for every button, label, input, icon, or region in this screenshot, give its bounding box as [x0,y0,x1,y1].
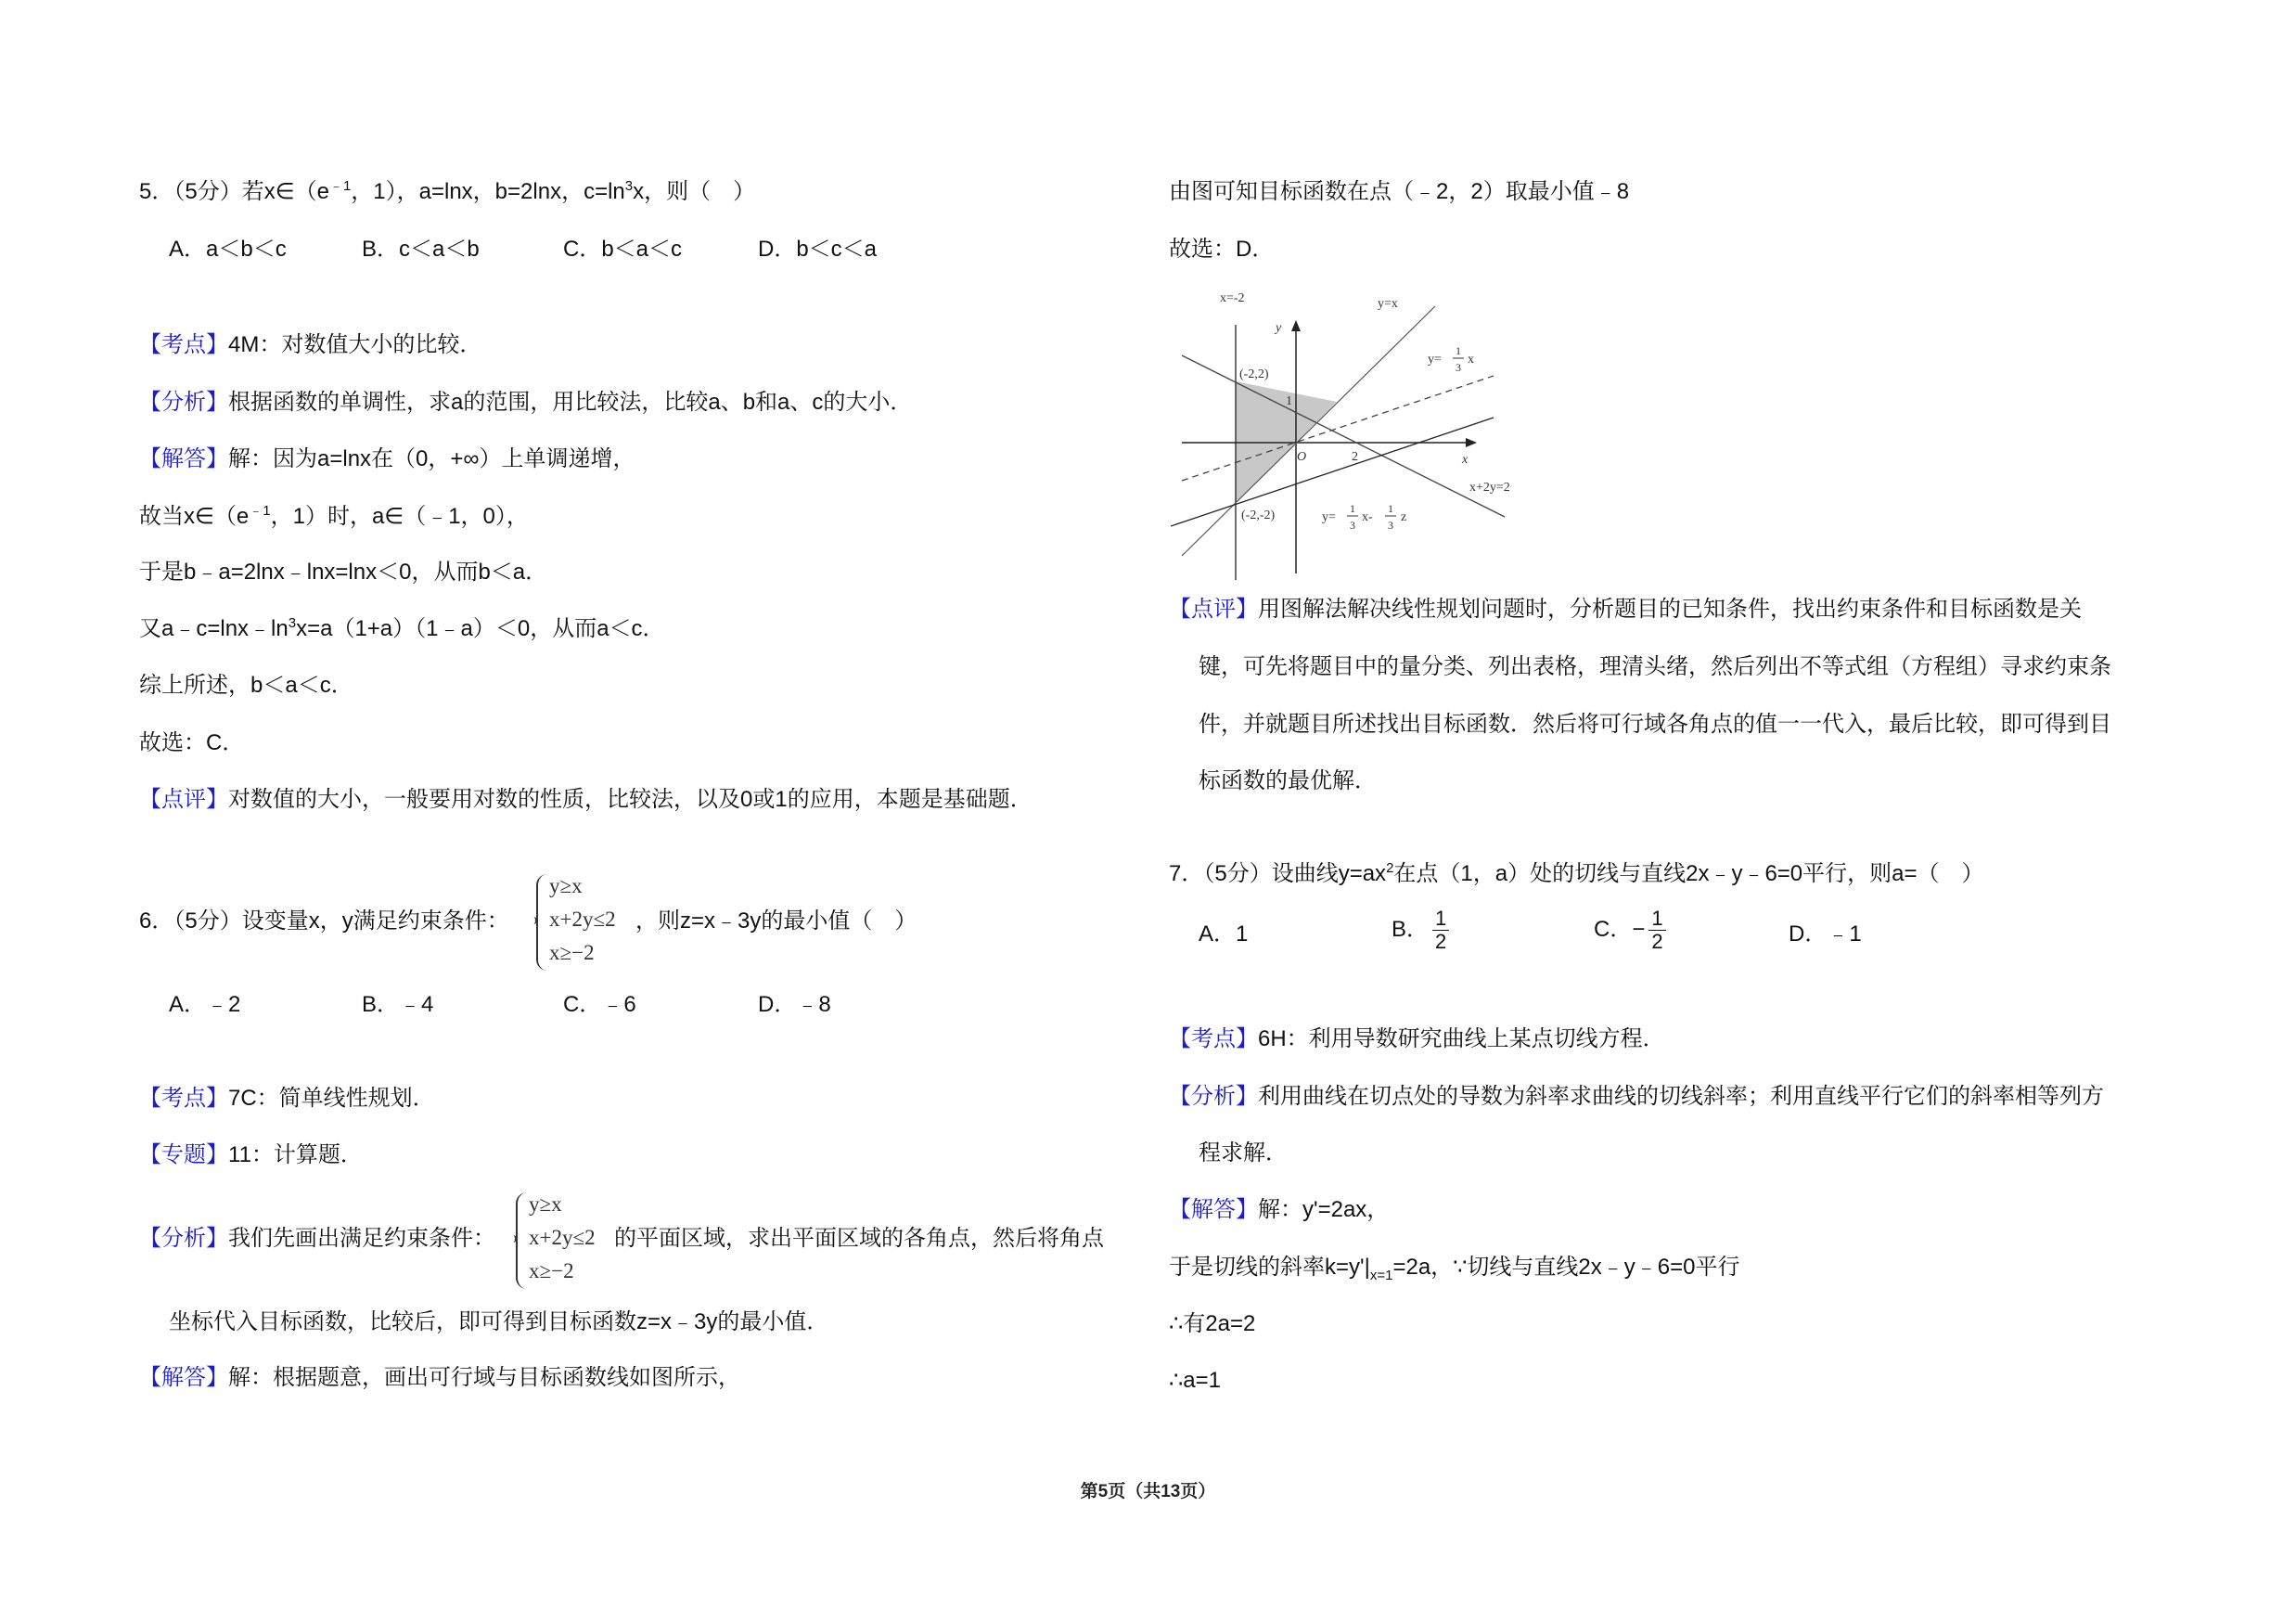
q6-kaodian: 【考点】7C：简单线性规划． [139,1086,435,1111]
q7-jieda-1: 【解答】解：y'=2ax， [1169,1197,1390,1222]
q5-dianping: 【点评】对数值的大小，一般要用对数的性质，比较法，以及0或1的应用，本题是基础题． [139,787,1033,812]
q6-dianping-2: 键，可先将题目中的量分类、列出表格，理清头绪，然后列出不等式组（方程组）寻求约束条 [1199,654,2111,679]
feasible-region-figure [1171,281,1560,587]
q6-dianping-4: 标函数的最优解． [1199,768,1377,793]
svg-text:1: 1 [1350,502,1355,515]
label-y-eq-x: y=x [1378,297,1398,311]
q6-fenxi-2: 坐标代入目标函数，比较后，即可得到目标函数z=x﹣3y的最小值． [169,1309,829,1334]
svg-text:y=: y= [1428,353,1442,367]
q5-jieda-5: 综上所述，b＜a＜c． [139,673,353,698]
q6-option-a: A．﹣2 [169,992,241,1017]
q5-jieda-2: 故当$x\in(e^{﹣1}$，1）时，a∈（﹣1，0）， [139,503,529,529]
svg-text:1: 1 [1286,394,1292,408]
q6-zhuanti: 【专题】11：计算题． [139,1142,363,1167]
q6-option-c: C．﹣6 [563,992,636,1017]
q7-jieda-2: 于是切线的斜率$k=y'|_{x=1}=2a$，∵切线与直线2x﹣y﹣6=0平行 [1169,1255,1740,1283]
svg-text:y: y [1276,321,1282,335]
q6-option-b: B．﹣4 [362,992,434,1017]
page-number-footer: 第5页（共13页） [1080,1482,1216,1501]
q5-jieda-4: 又$a﹣c=\ln x﹣\ln^3x=a(1+a)(1﹣a)<0$，从而a＜c． [139,615,665,641]
q7-option-c: C．− $\frac{1}{2}$ [1594,908,1670,953]
q7-option-a: A．1 [1199,921,1249,947]
label-x-neg2: x=-2 [1220,291,1245,305]
constraint-2: x+2y≤2 [549,908,616,931]
tag-zhuanti: 【专题】 [139,1142,228,1167]
svg-text:3: 3 [1350,519,1355,532]
q6-fenxi-constraint-system: y≥x x+2y≤2 x≥−2 [516,1192,636,1295]
q6-fenxi-post: 的平面区域，求出平面区域的各角点，然后将角点 [614,1226,1104,1251]
q5-jieda-3: 于是b﹣a=2lnx﹣lnx=lnx＜0，从而b＜a． [139,560,548,585]
q5-fenxi: 【分析】根据函数的单调性，求a的范围，用比较法，比较a、b和a、c的大小． [139,390,913,415]
constraint-1: y≥x [549,874,583,897]
svg-text:1: 1 [1456,344,1461,357]
q5-option-b: B．c＜a＜b [362,237,480,262]
q5-kaodian: 【考点】4M：对数值大小的比较． [139,332,482,357]
constraint-3: x≥−2 [549,941,595,964]
brace [536,874,547,971]
q6-dianping-3: 件，并就题目所述找出目标函数．然后将可行域各角点的值一一代入，最后比较，即可得到目 [1199,712,2111,737]
tag-dianping: 【点评】 [139,787,228,812]
label-point-bottom: (-2,-2) [1241,509,1276,522]
q7-kaodian: 【考点】6H：利用导数研究曲线上某点切线方程． [1169,1026,1665,1051]
q5-stem: 5．（5分）若$x\in(e^{﹣1}$，1），a=lnx，b=2lnx，$c=\ln^3x$，则（ ） [139,178,756,204]
svg-text:y=: y= [1322,510,1336,524]
q7-option-b: B． $\frac{1}{2}$ [1392,908,1453,953]
svg-text:x: x [1468,353,1474,367]
q6-jieda-1: 【解答】解：根据题意，画出可行域与目标函数线如图所示， [139,1365,740,1390]
svg-text:x: x [1462,453,1469,467]
svg-text:2: 2 [1352,450,1358,464]
q6-jieda-3: 故选：D． [1169,237,1275,262]
q7-fenxi-2: 程求解． [1199,1140,1288,1166]
q5-jieda-6: 故选：C． [139,730,245,755]
q7-stem: 7．（5分）设曲线$y=ax^2$在点（1，a）处的切线与直线2x﹣y﹣6=0平行，则a=（ ） [1169,860,1984,886]
q6-stem-post: ，则z=x﹣3y的最小值（ ） [635,908,917,934]
tag-kaodian: 【考点】 [139,332,228,357]
q7-fenxi-1: 【分析】利用曲线在切点处的导数为斜率求曲线的切线斜率；利用直线平行它们的斜率相等列方 [1169,1084,2104,1109]
q6-option-d: D．﹣8 [758,992,831,1017]
svg-text:1: 1 [1388,502,1393,515]
q5-option-c: C．b＜a＜c [563,237,683,262]
q5-option-a: A．a＜b＜c [169,237,287,262]
q5-jieda-1: 【解答】解：因为a=lnx在（0，+∞）上单调递增， [139,446,635,471]
svg-text:x-: x- [1362,510,1373,524]
label-line-x2y2: x+2y=2 [1469,481,1510,495]
svg-text:3: 3 [1456,361,1461,374]
q7-jieda-4: ∴a=1 [1169,1368,1221,1393]
q7-option-d: D．﹣1 [1789,921,1862,947]
q7-jieda-3: ∴有2a=2 [1169,1311,1256,1336]
q6-jieda-2: 由图可知目标函数在点（﹣2，2）取最小值﹣8 [1169,179,1630,204]
q6-fenxi-pre: 【分析】我们先画出满足约束条件： [139,1226,495,1251]
tag-fenxi: 【分析】 [139,390,228,415]
svg-text:z: z [1401,510,1407,524]
q6-dianping-1: 【点评】用图解法解决线性规划问题时，分析题目的已知条件，找出约束条件和目标函数是关 [1169,597,2082,622]
tag-jieda: 【解答】 [139,446,228,471]
svg-text:O: O [1297,450,1307,464]
q6-stem-pre: 6．（5分）设变量x，y满足约束条件： [139,908,509,934]
label-point-top: (-2,2) [1239,367,1269,381]
q5-option-d: D．b＜c＜a [758,237,878,262]
svg-text:3: 3 [1388,519,1393,532]
